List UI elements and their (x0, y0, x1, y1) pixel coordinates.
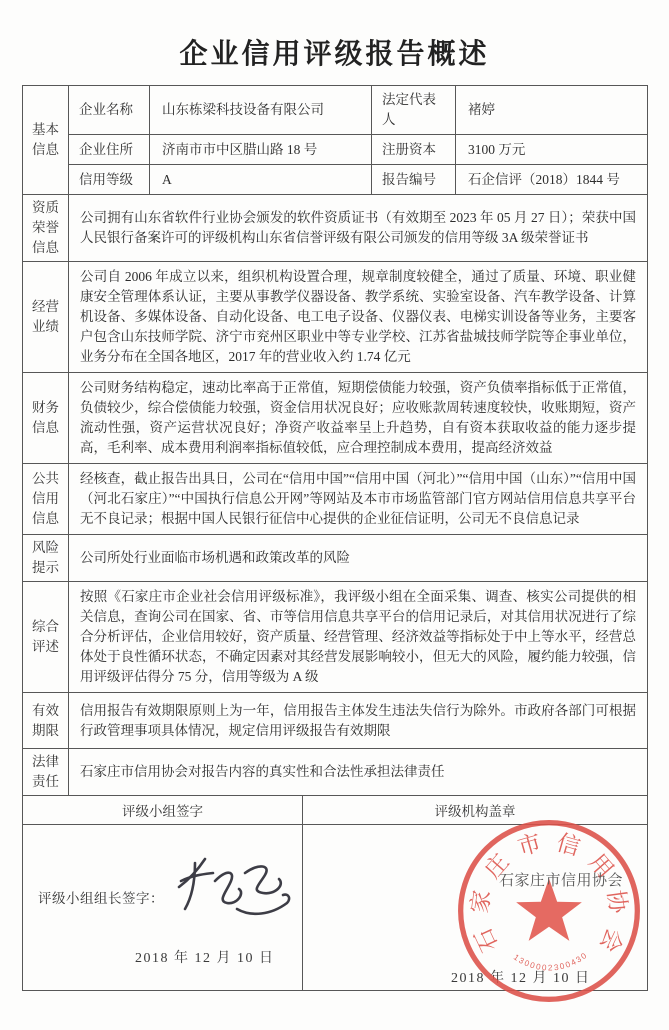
table-row (23, 262, 648, 373)
table-row (23, 373, 648, 464)
svg-text:信: 信 (553, 828, 584, 861)
table-row (23, 693, 648, 749)
section-content-public-credit-info: 经核查，截止报告出具日，公司在“信用中国”“信用中国（河北）”“信用中国（山东）”“信用中国（河北石家庄）”“中国执行信息公开网”等网站及本市市场监管部门官方网站信用信息共享平台无不良记录；根据中国人民银行征信中心提供的企业征信证明，公司无不良信息记录 (69, 464, 648, 535)
official-stamp (453, 815, 645, 1007)
table-row (23, 825, 648, 991)
section-label-risk-warning: 风险提示 (23, 535, 69, 582)
svg-text:石: 石 (469, 924, 503, 957)
section-content-comprehensive-review: 按照《石家庄市企业社会信用评级标准》，我评级小组在全面采集、调查、核实公司提供的相关信息，查询公司在国家、省、市等信用信息共享平台的信用记录后，对其信用状况进行了综合分析评估，企业信用较好，资产质量、经营管理、经济效益等指标处于中上等水平，经营总体处于良性循环状态，不确定因素对其经营发展影响较小，但无大的风险，履约能力较强，信用评级评估得分 75 分，信用等级为 A 级 (69, 582, 648, 693)
stamp-cell (303, 825, 648, 991)
signoff-table (22, 795, 648, 991)
field-value-report-number: 石企信评（2018）1844 号 (456, 165, 648, 195)
svg-text:会: 会 (595, 924, 629, 957)
field-label-company-name: 企业名称 (69, 86, 150, 135)
field-value-company-name: 山东栋梁科技设备有限公司 (150, 86, 372, 135)
signature-cell (23, 825, 303, 991)
field-value-credit-grade: A (150, 165, 372, 195)
field-label-registered-capital: 注册资本 (372, 135, 456, 165)
section-label-public-credit-info: 公共信用信息 (23, 464, 69, 535)
section-label-legal-responsibility: 法律责任 (23, 749, 69, 796)
section-label-basic-info: 基本信息 (23, 86, 69, 195)
field-value-company-address: 济南市市中区腊山路 18 号 (150, 135, 372, 165)
svg-text:庄: 庄 (479, 848, 514, 884)
section-label-comprehensive-review: 综合评述 (23, 582, 69, 693)
field-label-credit-grade: 信用等级 (69, 165, 150, 195)
table-row (23, 165, 648, 195)
table-row (23, 86, 648, 135)
section-label-qualification-honors: 资质荣誉信息 (23, 195, 69, 262)
svg-text:家: 家 (466, 888, 496, 915)
svg-text:协: 协 (602, 888, 632, 915)
svg-text:用: 用 (584, 848, 619, 884)
field-value-registered-capital: 3100 万元 (456, 135, 648, 165)
section-label-validity-period: 有效期限 (23, 693, 69, 749)
section-label-financial-info: 财务信息 (23, 373, 69, 464)
field-value-legal-representative: 褚婷 (456, 86, 648, 135)
table-row (23, 135, 648, 165)
section-content-qualification-honors: 公司拥有山东省软件行业协会颁发的软件资质证书（有效期至 2023 年 05 月 27 日）；荣获中国人民银行备案许可的评级机构山东省信誉评级有限公司颁发的信用等级 3A 级荣誉证书 (69, 195, 648, 262)
section-content-financial-info: 公司财务结构稳定，速动比率高于正常值，短期偿债能力较强，资产负债率指标低于正常值，负债较少，综合偿债能力较强，资金信用状况良好；应收账款周转速度较快，收账期短，资产流动性强，资产运营状况良好；净资产收益率呈上升趋势，自有资本获取收益的能力逐步提高，毛利率、成本费用利润率指标值较低，应合理控制成本费用，提高经济效益 (69, 373, 648, 464)
table-row (23, 464, 648, 535)
handwritten-signature (175, 847, 297, 931)
svg-text:1300002300430 (512, 950, 590, 972)
section-content-business-performance: 公司自 2006 年成立以来，组织机构设置合理，规章制度较健全，通过了质量、环境、职业健康安全管理体系认证，主要从事教学仪器设备、教学系统、实验室设备、汽车教学设备、计算机设备、多媒体设备、自动化设备、电工电子设备、仪器仪表、电梯实训设备等业务，主要客户包含山东技师学院、济宁市兖州区职业中等专业学校、江苏省盐城技师学院等企事业单位，业务分布在全国各地区，2017 年的营业收入约 1.74 亿元 (69, 262, 648, 373)
section-label-business-performance: 经营业绩 (23, 262, 69, 373)
team-leader-signature-label: 评级小组组长签字： (38, 891, 164, 906)
stamp-serial-number: 1300002300430 (511, 950, 590, 973)
field-label-report-number: 报告编号 (372, 165, 456, 195)
signoff-header-agency-stamp: 评级机构盖章 (303, 796, 648, 825)
section-content-validity-period: 信用报告有效期限原则上为一年，信用报告主体发生违法失信行为除外。市政府各部门可根据行政管理事项具体情况，规定信用评级报告有效期限 (69, 693, 648, 749)
team-signature-date: 2018 年 12 月 10 日 (135, 951, 275, 966)
section-content-risk-warning: 公司所处行业面临市场机遇和政策改革的风险 (69, 535, 648, 582)
signoff-header-team-signature: 评级小组签字 (23, 796, 303, 825)
section-content-legal-responsibility: 石家庄市信用协会对报告内容的真实性和合法性承担法律责任 (69, 749, 648, 796)
agency-stamp-date: 2018 年 12 月 10 日 (451, 971, 591, 986)
table-row (23, 535, 648, 582)
report-page (0, 32, 669, 1030)
report-table (22, 85, 648, 796)
table-row (23, 582, 648, 693)
printed-agency-name: 石家庄市信用协会 (499, 873, 624, 889)
field-label-legal-representative: 法定代表人 (372, 86, 456, 135)
table-row (23, 749, 648, 796)
table-row (23, 195, 648, 262)
page-title: 企业信用评级报告概述 (179, 38, 490, 69)
field-label-company-address: 企业住所 (69, 135, 150, 165)
svg-text:市: 市 (514, 828, 545, 861)
